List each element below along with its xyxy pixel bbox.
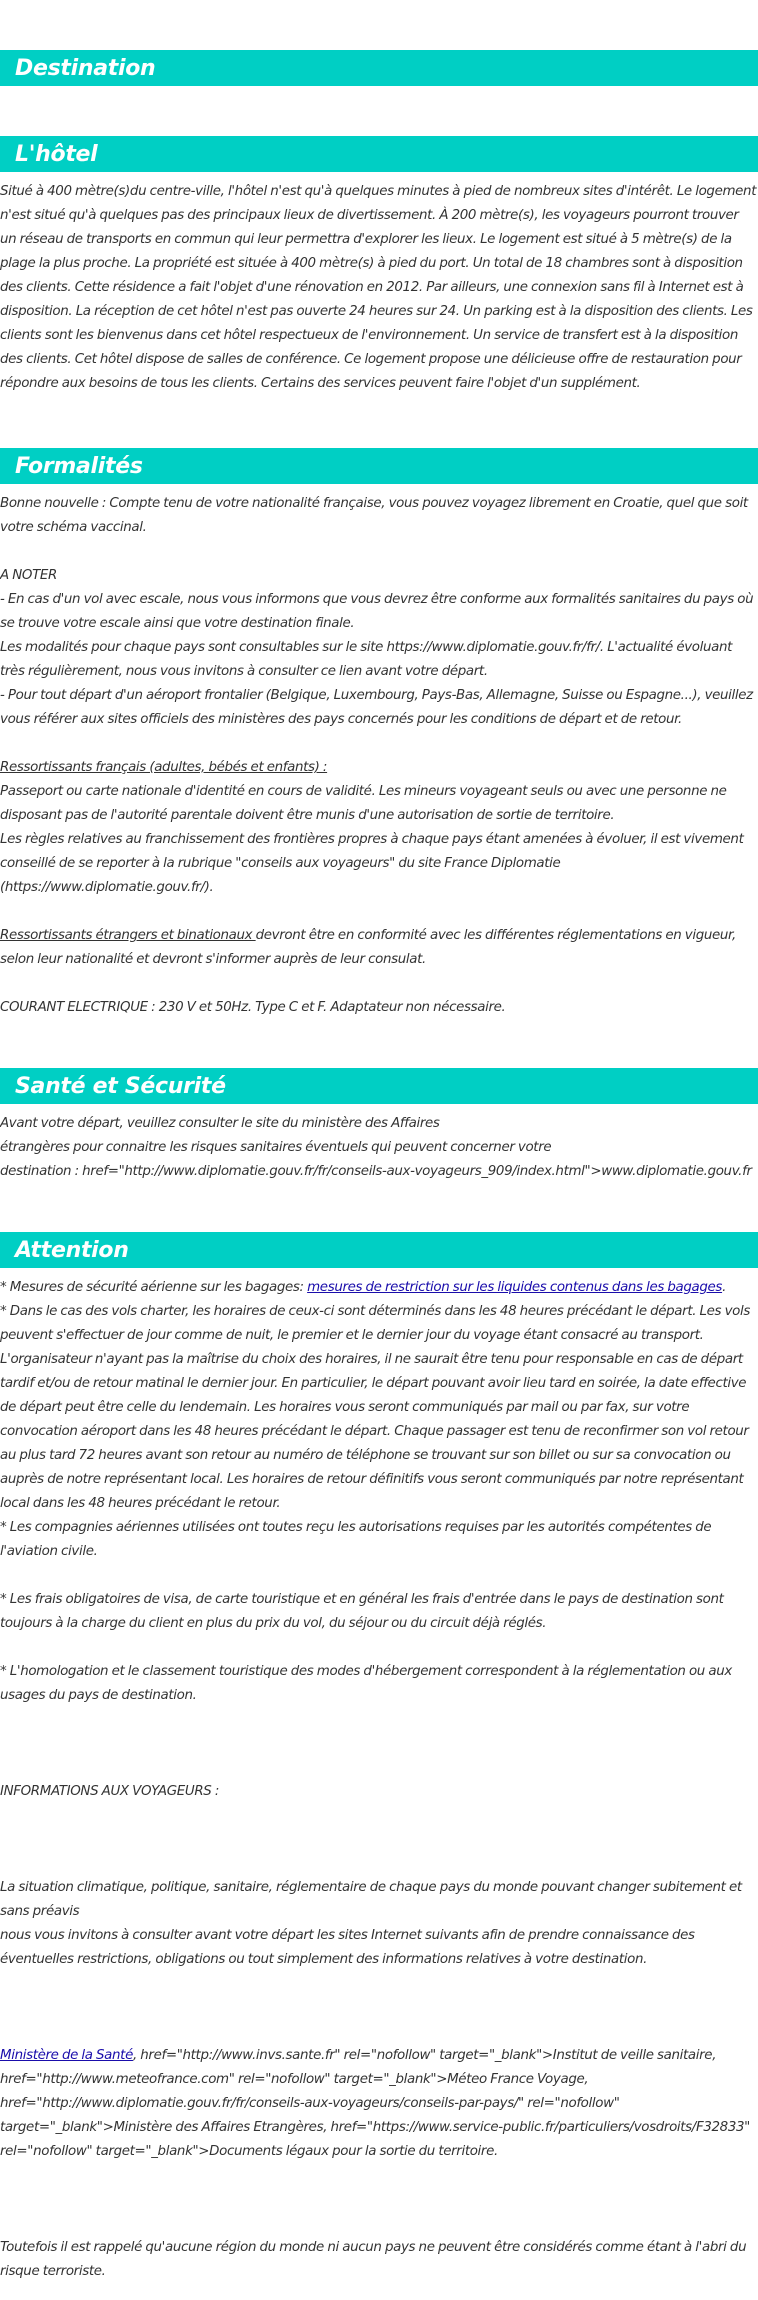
- hotel-text: Situé à 400 mètre(s)du centre-ville, l'hôtel n'est qu'à quelques minutes à pied de nombreux sites d'intérêt. Le logement n'est situé qu'à quelques pas des principaux lieux de divertissement. À 200 mètre(s), les voyageurs pourront trouver un réseau de transports en commun qui leur permettra d'explorer les lieux. Le logement est situé à 5 mètre(s) de la plage la plus proche. La propriété est située à 400 mètre(s) à pied du port. Un total de 18 chambres sont à disposition des clients. Cette résidence a fait l'objet d'une rénovation en 2012. Par ailleurs, une connexion sans fil à Internet est à disposition. La réception de cet hôtel n'est pas ouverte 24 heures sur 24. Un parking est à la disposition des clients. Les clients sont les bienvenus dans cet hôtel respectueux de l'environnement. Un service de transfert est à la disposition des clients. Cet hôtel dispose de salles de conférence. Ce logement propose une délicieuse offre de restauration pour répondre aux besoins de tous les clients. Certains des services peuvent faire l'objet d'un supplément.: [0, 184, 757, 391]
- note-frontalier: - Pour tout départ d'un aéroport frontalier (Belgique, Luxembourg, Pays-Bas, Allemagne, Suisse ou Espagne...), veuillez vous référer aux sites officiels des ministères des pays concernés pour les conditions de départ et de retour.: [0, 688, 753, 727]
- situation-line-1: La situation climatique, politique, sanitaire, réglementaire de chaque pays du monde pouvant changer subitement et sans préavis: [0, 1880, 742, 1919]
- bagages-paragraph: [0, 1276, 758, 1300]
- bagages-suffix: .: [722, 1280, 726, 1295]
- hotel-title: L'hôtel: [15, 141, 98, 167]
- ministere-rest: , href="http://www.invs.sante.fr" rel="nofollow" target="_blank">Institut de veille sanitaire, href="http://www.meteofrance.com" rel="nofollow" target="_blank">Méteo France Voyage, href="http://www.diplomatie.gouv.fr/fr/conseils-aux-voyageurs/conseils-par-pays/" rel="nofollow" target="_blank">Ministère des Affaires Etrangères, href="https://www.service-public.fr/particuliers/vosdroits/F32833" rel="nofollow" target="_blank">Documents légaux pour la sortie du territoire.: [0, 2048, 750, 2159]
- attention-header: [0, 1232, 758, 1268]
- charter-paragraph: * Dans le cas des vols charter, les horaires de ceux-ci sont déterminés dans les 48 heures précédant le départ. Les vols peuvent s'effectuer de jour comme de nuit, le premier et le dernier jour du voyage étant consacré au transport. L'organisateur n'ayant pas la maîtrise du choix des horaires, il ne saurait être tenu pour responsable en cas de départ tardif et/ou de retour matinal le dernier jour. En particulier, le départ pouvant avoir lieu tard en soirée, la date effective de départ peut être celle du lendemain. Les horaires vous seront communiqués par mail ou par fax, sur votre convocation aéroport dans les 48 heures précédant le départ. Chaque passager est tenu de reconfirmer son vol retour au plus tard 72 heures avant son retour au numéro de téléphone se trouvant sur son billet ou sur sa convocation ou auprès de notre représentant local. Les horaires de retour définitifs vous seront communiqués par notre représentant local dans les 48 heures précédant le retour.: [0, 1304, 750, 1511]
- bagages-link[interactable]: mesures de restriction sur les liquides contenus dans les bagages: [307, 1280, 723, 1295]
- foreign-nationals-heading: Ressortissants étrangers et binationaux: [0, 928, 256, 943]
- destination-header: [0, 50, 758, 86]
- formalites-header: [0, 448, 758, 484]
- note-escale: - En cas d'un vol avec escale, nous vous informons que vous devrez être conforme aux formalités sanitaires du pays où se trouve votre escale ainsi que votre destination finale.: [0, 592, 754, 631]
- formalites-intro: Bonne nouvelle : Compte tenu de votre nationalité française, vous pouvez voyagez librement en Croatie, quel que soit votre schéma vaccinal.: [0, 496, 748, 535]
- situation-line-2: nous vous invitons à consulter avant votre départ les sites Internet suivants afin de prendre connaissance des éventuelles restrictions, obligations ou tout simplement des informations relatives à votre destination.: [0, 1928, 695, 1967]
- electric-current: COURANT ELECTRIQUE : 230 V et 50Hz. Type C et F. Adaptateur non nécessaire.: [0, 1000, 506, 1015]
- attention-body: [0, 1276, 758, 2284]
- sante-body: [0, 1112, 758, 1184]
- destination-title: Destination: [15, 55, 156, 81]
- french-nationals-rules: Les règles relatives au franchissement des frontières propres à chaque pays étant amenées à évoluer, il est vivement conseillé de se reporter à la rubrique "conseils aux voyageurs" du site France Diplomatie (https://www.diplomatie.gouv.fr/).: [0, 832, 744, 895]
- formalites-body: [0, 492, 758, 1020]
- foreign-nationals: [0, 924, 758, 972]
- bagages-prefix: * Mesures de sécurité aérienne sur les bagages:: [0, 1280, 308, 1295]
- compagnies-paragraph: * Les compagnies aériennes utilisées ont toutes reçu les autorisations requises par les autorités compétentes de l'aviation civile.: [0, 1520, 712, 1559]
- sante-title: Santé et Sécurité: [15, 1073, 226, 1099]
- sante-header: [0, 1068, 758, 1104]
- info-heading: INFORMATIONS AUX VOYAGEURS :: [0, 1784, 219, 1799]
- french-nationals-passport: Passeport ou carte nationale d'identité en cours de validité. Les mineurs voyageant seuls ou avec une personne ne disposant pas de l'autorité parentale doivent être munis d'une autorisation de sortie de territoire.: [0, 784, 727, 823]
- foreign-nationals-text: devront être en conformité avec les différentes réglementations en vigueur, selon leur nationalité et devront s'informer auprès de leur consulat.: [0, 928, 736, 967]
- hotel-header: [0, 136, 758, 172]
- hotel-description: [0, 180, 758, 396]
- sante-line-2: étrangères pour connaitre les risques sanitaires éventuels qui peuvent concerner votre: [0, 1140, 552, 1155]
- frais-paragraph: * Les frais obligatoires de visa, de carte touristique et en général les frais d'entrée dans le pays de destination sont toujours à la charge du client en plus du prix du vol, du séjour ou du circuit déjà réglés.: [0, 1592, 724, 1631]
- formalites-title: Formalités: [15, 453, 143, 479]
- note-heading: A NOTER: [0, 568, 57, 583]
- terrorisme-paragraph: Toutefois il est rappelé qu'aucune région du monde ni aucun pays ne peuvent être considérés comme étant à l'abri du risque terroriste.: [0, 2240, 747, 2279]
- homologation-paragraph: * L'homologation et le classement touristique des modes d'hébergement correspondent à la réglementation ou aux usages du pays de destination.: [0, 1664, 732, 1703]
- ministere-paragraph: [0, 2044, 758, 2164]
- attention-title: Attention: [15, 1237, 129, 1263]
- note-modalites: Les modalités pour chaque pays sont consultables sur le site https://www.diplomatie.gouv.fr/fr/. L'actualité évoluant très régulièrement, nous vous invitons à consulter ce lien avant votre départ.: [0, 640, 733, 679]
- sante-line-1: Avant votre départ, veuillez consulter le site du ministère des Affaires: [0, 1116, 440, 1131]
- ministere-sante-link[interactable]: Ministère de la Santé: [0, 2048, 133, 2063]
- sante-line-3: destination : href="http://www.diplomatie.gouv.fr/fr/conseils-aux-voyageurs_909/index.html">www.diplomatie.gouv.fr: [0, 1164, 752, 1179]
- french-nationals-heading: Ressortissants français (adultes, bébés et enfants) :: [0, 760, 328, 775]
